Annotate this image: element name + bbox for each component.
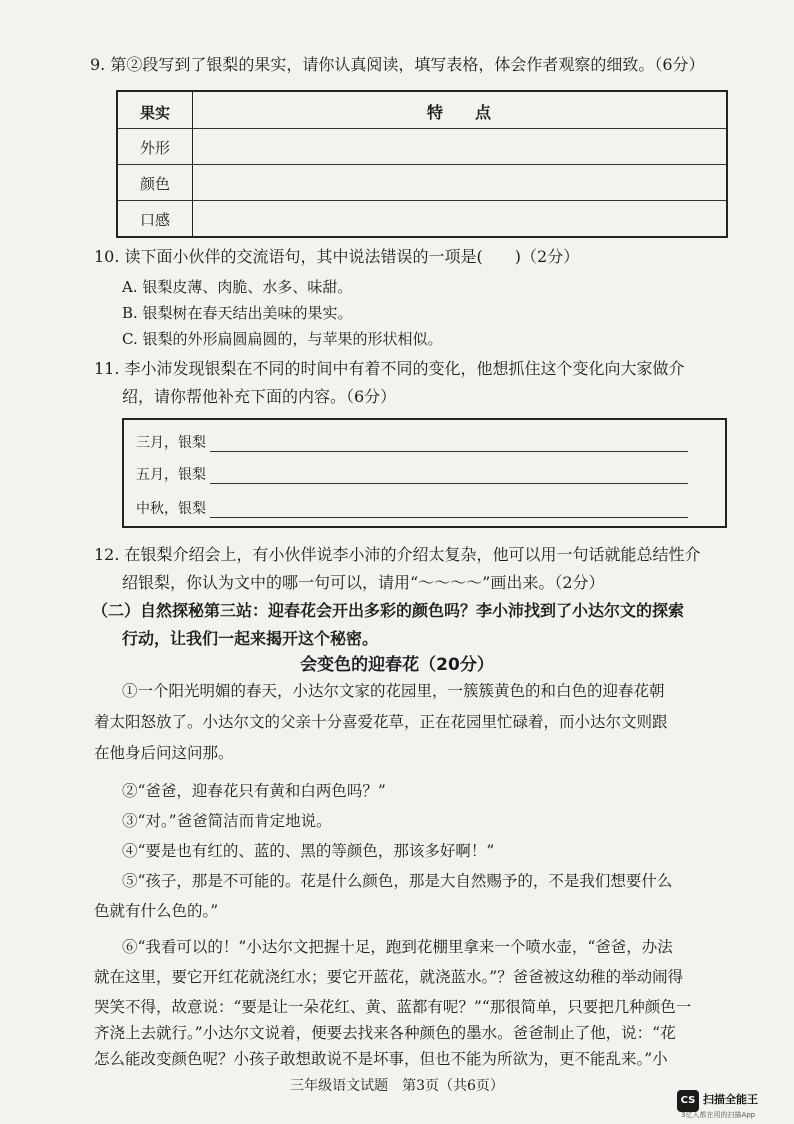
watermark-slogan: 3亿人都在用的扫描App	[681, 1111, 756, 1119]
answer-row-midautumn	[136, 498, 688, 518]
watermark-brand: 扫描全能王	[703, 1093, 758, 1106]
story-title: 会变色的迎春花（20分）	[300, 655, 494, 675]
answer-row-march	[136, 432, 688, 452]
answer-blank-line[interactable]	[210, 503, 688, 518]
section-2-heading-line-2: 行动，让我们一起来揭开这个秘密。	[122, 629, 379, 648]
story-line: 色就有什么色的。”	[94, 902, 219, 920]
table-row-color	[118, 164, 726, 201]
question-9-text: 9. 第②段写到了银梨的果实，请你认真阅读，填写表格，体会作者观察的细致。（6分）	[90, 55, 705, 74]
table-row-taste	[118, 200, 726, 237]
story-line: 就在这里，要它开红花就浇红水；要它开蓝花，就浇蓝水。”？爸爸被这幼稚的举动闹得	[94, 968, 684, 986]
story-line: 着太阳怒放了。小达尔文的父亲十分喜爱花草，正在花园里忙碌着，而小达尔文则跟	[94, 713, 668, 731]
answer-row-label: 三月，银梨	[136, 435, 206, 451]
question-11-line-2: 绍，请你帮他补充下面的内容。（6分）	[122, 387, 397, 406]
answer-row-label: 中秋，银梨	[136, 501, 206, 517]
table-row-label: 口感	[139, 211, 170, 229]
section-2-heading-line-1: （二）自然探秘第三站：迎春花会开出多彩的颜色吗？李小沛找到了小达尔文的探索	[92, 601, 685, 620]
question-11-line-1: 11. 李小沛发现银梨在不同的时间中有着不同的变化，他想抓住这个变化向大家做介	[94, 359, 685, 378]
story-line: 怎么能改变颜色呢？小孩子敢想敢说不是坏事，但也不能为所欲为，更不能乱来。”小	[94, 1050, 668, 1068]
table-header-fruit: 果实	[139, 104, 170, 122]
story-line: 齐浇上去就行。”小达尔文说着，便要去找来各种颜色的墨水。爸爸制止了他，说：“花	[94, 1024, 676, 1042]
story-line: ③“对。”爸爸简洁而肯定地说。	[122, 812, 332, 830]
story-line: ⑥“我看可以的！”小达尔文把握十足，跑到花棚里拿来一个喷水壶，“爸爸，办法	[122, 938, 673, 956]
story-line: ④“要是也有红的、蓝的、黑的等颜色，那该多好啊！”	[122, 842, 495, 860]
cs-logo-icon: CS	[677, 1090, 699, 1112]
page-footer: 三年级语文试题 第3页（共6页）	[290, 1078, 504, 1094]
question-12-line-2: 绍银梨，你认为文中的哪一句可以，请用“～～～～”画出来。（2分）	[122, 573, 605, 592]
answer-blank-line[interactable]	[210, 437, 688, 452]
question-10-option-c: C. 银梨的外形扁圆扁圆的，与苹果的形状相似。	[122, 330, 443, 348]
story-line: ②“爸爸，迎春花只有黄和白两色吗？”	[122, 782, 386, 800]
question-10-option-a: A. 银梨皮薄、肉脆、水多、味甜。	[122, 278, 353, 296]
answer-row-label: 五月，银梨	[136, 467, 206, 483]
question-10-text: 10. 读下面小伙伴的交流语句，其中说法错误的一项是( )（2分）	[94, 247, 580, 266]
story-line: ⑤“孩子，那是不可能的。花是什么颜色，那是大自然赐予的，不是我们想要什么	[122, 872, 673, 890]
table-row-shape	[118, 128, 726, 165]
story-line: ①一个阳光明媚的春天，小达尔文家的花园里，一簇簇黄色的和白色的迎春花朝	[122, 682, 665, 700]
table-row-label: 外形	[139, 139, 170, 157]
question-10-option-b: B. 银梨树在春天结出美味的果实。	[122, 304, 353, 322]
answer-row-may	[136, 464, 688, 484]
table-row-label: 颜色	[139, 175, 170, 193]
story-line: 哭笑不得，故意说：“要是让一朵花红、黄、蓝都有呢？”“那很简单，只要把几种颜色一	[94, 998, 692, 1016]
story-line: 在他身后问这问那。	[94, 744, 234, 762]
answer-box-seasons	[122, 418, 727, 528]
fruit-feature-table	[116, 90, 728, 238]
answer-blank-line[interactable]	[210, 469, 688, 484]
question-12-line-1: 12. 在银梨介绍会上，有小伙伴说李小沛的介绍太复杂，他可以用一句话就能总结性介	[94, 545, 701, 564]
table-header-feature: 特 点	[426, 103, 491, 122]
scanner-watermark	[677, 1088, 789, 1118]
